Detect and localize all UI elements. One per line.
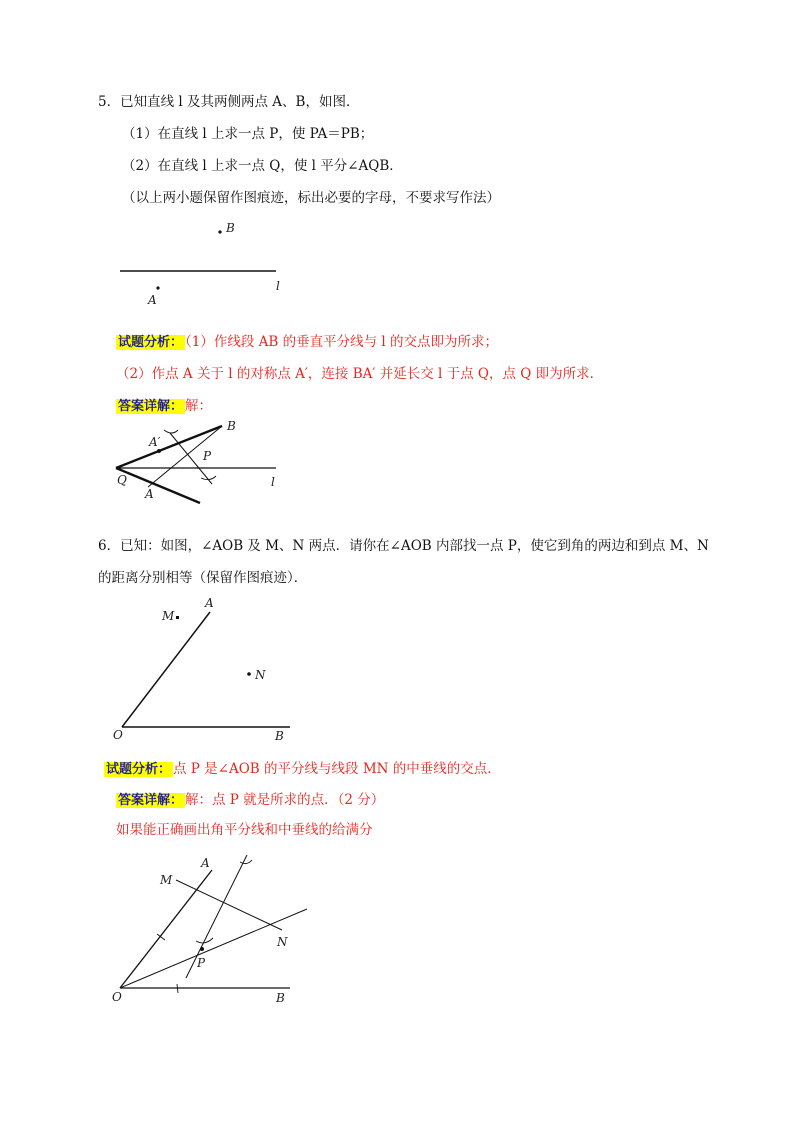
q5-analysis: [116, 332, 498, 353]
sol-label-l: l: [271, 475, 275, 489]
q6-sol-label-B: B: [276, 991, 285, 1005]
q6-sol-label-P: P: [197, 956, 206, 970]
sol-label-A: A: [145, 487, 154, 501]
point-B: [218, 230, 221, 233]
q6-label-A: A: [205, 596, 214, 610]
q5-part1: （1）在直线 l 上求一点 P，使 PA＝PB；: [122, 126, 374, 142]
q6-arc-top: [240, 860, 252, 864]
point-A: [156, 286, 159, 289]
q5-answer-tag: 答案详解：: [118, 399, 184, 414]
ray-OA: [122, 612, 210, 727]
tick-on-OB: [177, 984, 178, 993]
sol-label-A-prime: A′: [149, 435, 161, 449]
arc-mark-top: [164, 430, 178, 433]
q5-analysis-1: （1）作线段 AB 的垂直平分线与 l 的交点即为所求；: [185, 334, 499, 350]
q6-sol-label-N: N: [277, 935, 288, 949]
q6-figure: [113, 596, 290, 743]
point-A-prime: [157, 449, 161, 453]
segment-MN: [176, 880, 282, 930]
q6-answer-tag: 答案详解：: [118, 793, 184, 808]
q5-solution-figure: [116, 419, 276, 503]
sol-label-Q: Q: [117, 473, 127, 487]
q6-answer-text: 解：点 P 就是所求的点．（2 分）: [185, 792, 385, 808]
q6-analysis-text: 点 P 是∠AOB 的平分线与线段 MN 的中垂线的交点．: [173, 761, 501, 777]
q6-label-B: B: [275, 729, 284, 743]
ray-QA: [116, 468, 200, 503]
q6-solution-figure: [112, 855, 307, 1005]
q6-label-N: N: [255, 668, 266, 682]
q6-stem-2: 的距离分别相等（保留作图痕迹）．: [98, 570, 308, 586]
label-B: B: [226, 221, 235, 235]
q5-part2: （2）在直线 l 上求一点 Q，使 l 平分∠AQB．: [122, 158, 403, 174]
q5-figure: [120, 221, 280, 307]
q5-answer: [116, 396, 212, 417]
q5-answer-text: 解：: [185, 398, 213, 414]
q6-analysis-tag: 试题分析：: [106, 762, 172, 777]
q5-analysis-tag: 试题分析：: [118, 335, 184, 350]
point-M: [176, 616, 179, 619]
q5-analysis-2: （2）作点 A 关于 l 的对称点 A′，连接 BA′ 并延长交 l 于点 Q，点 Q 即为所求．: [116, 366, 604, 382]
sol-ray-OA: [120, 870, 212, 988]
sol-label-B: B: [227, 419, 236, 433]
q6-sol-label-A: A: [201, 856, 210, 870]
point-N: [247, 672, 251, 676]
q6-grading-note: 如果能正确画出角平分线和中垂线的给满分: [116, 822, 373, 838]
q5-stem: 5．已知直线 l 及其两侧两点 A、B，如图．: [98, 94, 360, 110]
label-l: l: [276, 279, 280, 293]
point-P: [200, 947, 204, 951]
q6-analysis: [104, 759, 501, 780]
sol-label-P: P: [203, 449, 212, 463]
q6-sol-label-O: O: [112, 990, 122, 1004]
mn-perp-bisector: [186, 855, 247, 978]
q6-answer: [116, 790, 384, 811]
q6-label-O: O: [113, 728, 123, 742]
q6-label-M: M: [162, 609, 175, 623]
q6-sol-label-M: M: [160, 873, 173, 887]
label-A: A: [148, 293, 157, 307]
q5-note: （以上两小题保留作图痕迹，标出必要的字母，不要求写作法）: [122, 190, 500, 206]
q6-stem-1: 6．已知：如图，∠AOB 及 M、N 两点．请你在∠AOB 内部找一点 P，使它到角的两边和到点 M、N: [98, 538, 709, 554]
